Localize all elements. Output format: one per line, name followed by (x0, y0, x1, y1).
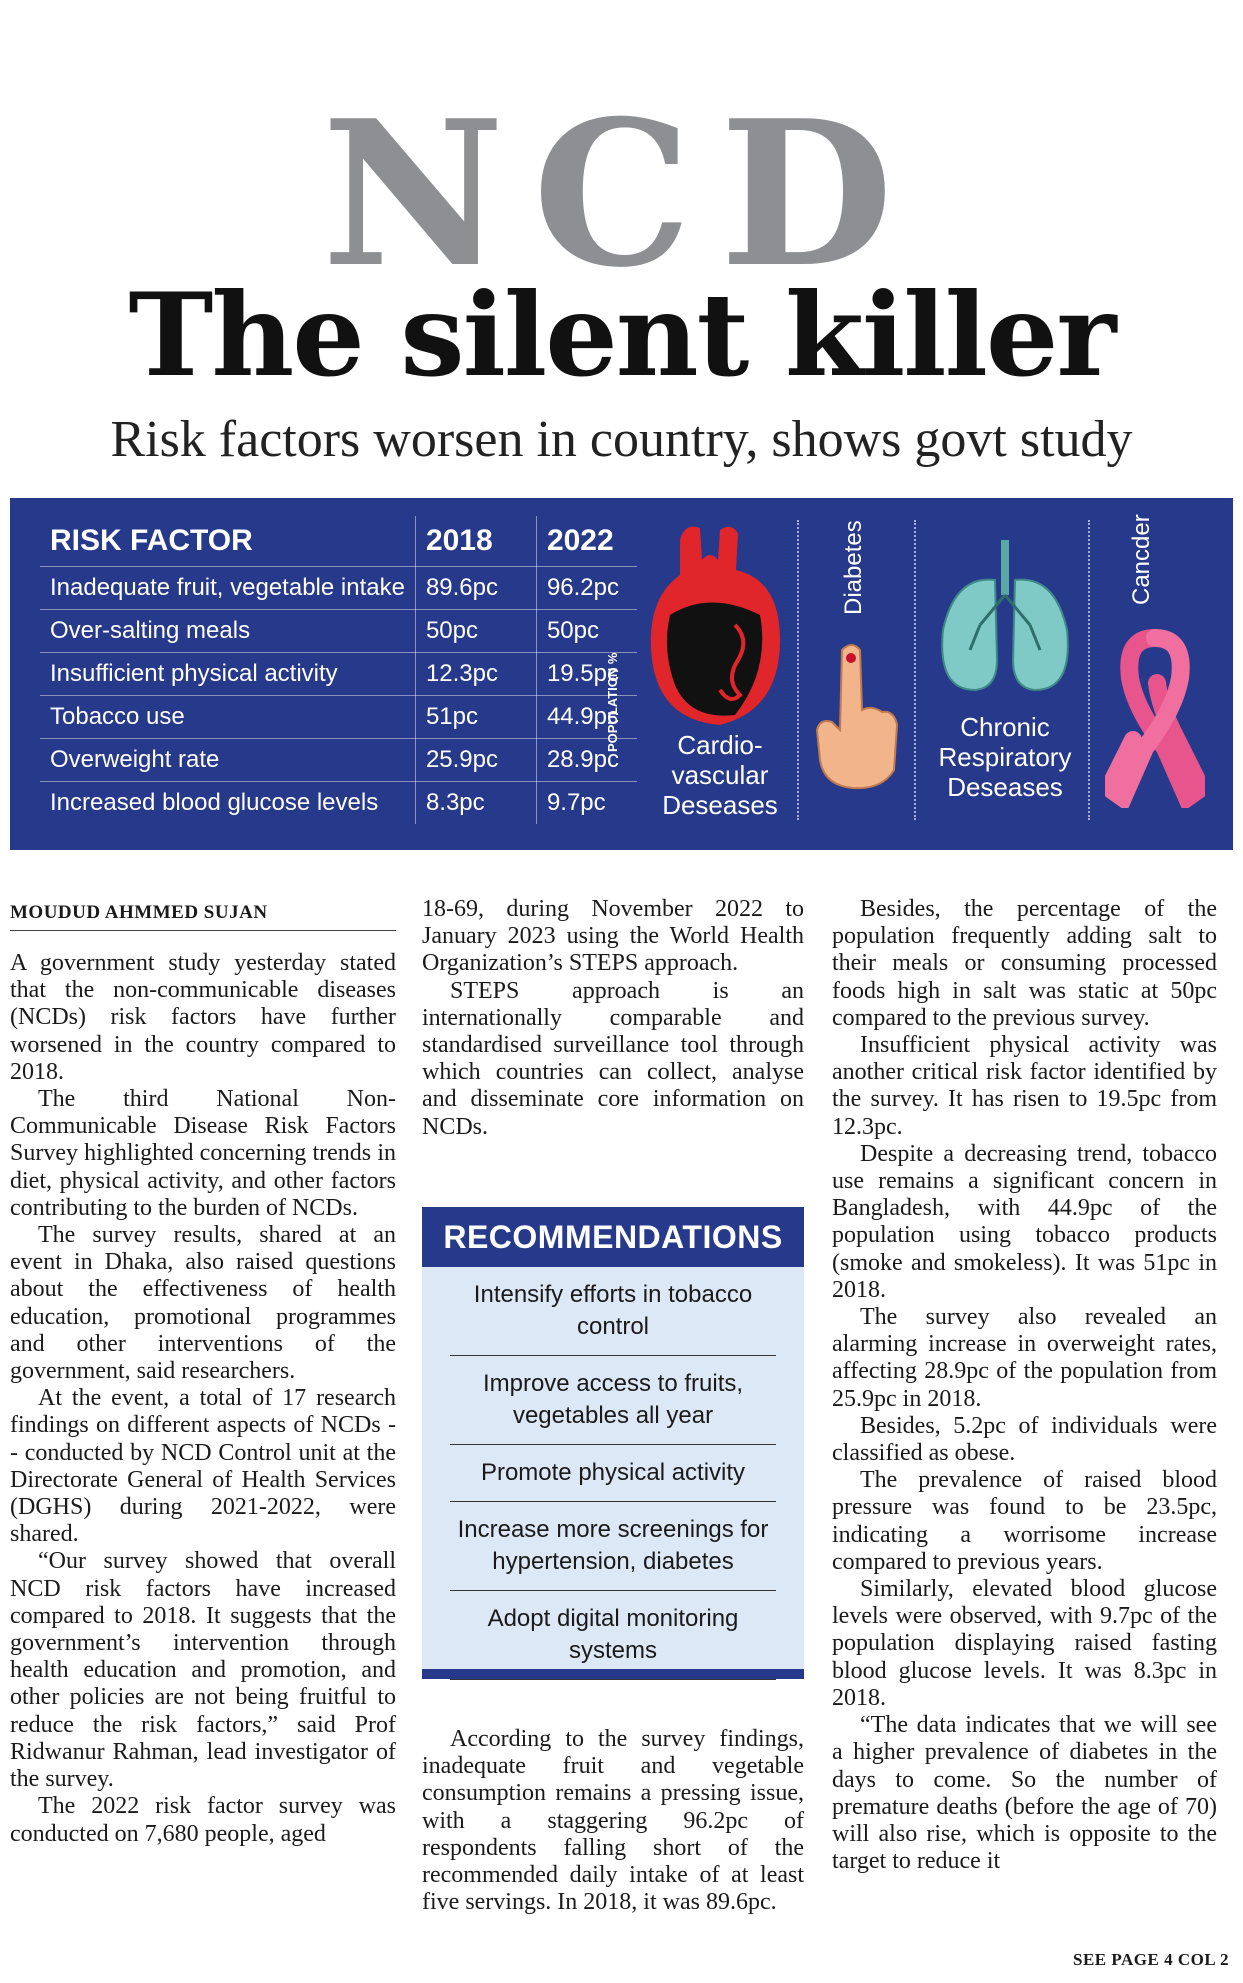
table-row (40, 696, 637, 739)
table-header-row (40, 516, 637, 567)
recommendation-item: Adopt digital monitoring systems (450, 1591, 776, 1680)
finger-prick-icon (812, 640, 902, 790)
recommendation-item: Intensify efforts in tobacco control (450, 1267, 776, 1356)
column-header: RISK FACTOR (40, 516, 415, 567)
table-row (40, 653, 637, 696)
disease-label-respiratory: Chronic Respiratory Deseases (938, 712, 1072, 802)
table-cell: 44.9pc (536, 696, 637, 739)
table-cell: 28.9pc (536, 739, 637, 782)
table-cell: 8.3pc (415, 782, 536, 825)
population-axis-label: POPULATION % (605, 652, 620, 752)
recommendation-item: Promote physical activity (450, 1445, 776, 1502)
table-row (40, 739, 637, 782)
column-header: 2018 (415, 516, 536, 567)
paragraph: At the event, a total of 17 research findings on different aspects of NCDs -- conducted by NCD Control unit at the Directorate General of Health Services (DGHS) during 2021-2022, were shared. (10, 1385, 396, 1548)
paragraph: Despite a decreasing trend, tobacco use remains a significant concern in Bangladesh, with 44.9pc of the population using tobacco products (smoke and smokeless). It was 51pc in 2018. (832, 1140, 1217, 1303)
paragraph: Insufficient physical activity was another critical risk factor identified by the survey. It has risen to 19.5pc from 12.3pc. (832, 1032, 1217, 1140)
table-cell: Increased blood glucose levels (40, 782, 415, 825)
table-cell: 50pc (415, 610, 536, 653)
article-column-1 (10, 950, 396, 1848)
paragraph: 18-69, during November 2022 to January 2023 using the World Health Organization’s STEPS approach. (422, 896, 804, 977)
divider (797, 520, 799, 820)
disease-label-cardio: Cardio- vascular Deseases (662, 730, 778, 820)
recommendations-box (422, 1207, 804, 1679)
table-cell: 51pc (415, 696, 536, 739)
paragraph: STEPS approach is an internationally comparable and standardised surveillance tool through which countries can collect, analyse and disseminate core information on NCDs. (422, 977, 804, 1140)
table-cell: 89.6pc (415, 567, 536, 610)
risk-factor-table (40, 516, 637, 824)
table-cell: 25.9pc (415, 739, 536, 782)
recommendation-item: Improve access to fruits, vegetables all year (450, 1356, 776, 1445)
table-cell: Tobacco use (40, 696, 415, 739)
table-cell: 9.7pc (546, 789, 606, 816)
jump-reference: SEE PAGE 4 COL 2 (1073, 1950, 1229, 1969)
headline: The silent killer (128, 268, 1115, 402)
table-cell: 96.2pc (536, 567, 637, 610)
paragraph: “Our survey showed that overall NCD risk factors have increased compared to 2018. It suggests that the government’s intervention through health education and promotion, and other policies are not being fruitful to reduce the risk factors,” said Prof Ridwanur Rahman, lead investigator of the survey. (10, 1548, 396, 1793)
byline: MOUDUD AHMMED SUJAN (10, 902, 268, 923)
paragraph: Besides, the percentage of the population frequently adding salt to their meals or consuming processed foods high in salt was static at 50pc compared to the previous survey. (832, 896, 1217, 1031)
cancer-ribbon-icon (1105, 628, 1205, 808)
paragraph: The prevalence of raised blood pressure was found to be 23.5pc, indicating a worrisome increase compared to previous years. (832, 1467, 1217, 1575)
kicker-title: NCD (321, 77, 922, 312)
subheadline: Risk factors worsen in country, shows govt study (110, 411, 1133, 468)
paragraph: Similarly, elevated blood glucose levels were observed, with 9.7pc of the population displaying raised fasting blood glucose levels. It was 8.3pc in 2018. (832, 1576, 1217, 1711)
table-cell: 50pc (536, 610, 637, 653)
heart-icon (640, 520, 790, 730)
table-row (40, 567, 637, 610)
table-cell: 19.5pc (536, 653, 637, 696)
paragraph: A government study yesterday stated that the non-communicable diseases (NCDs) risk factors have further worsened in the country compared to 2018. (10, 950, 396, 1085)
paragraph: The survey also revealed an alarming increase in overweight rates, affecting 28.9pc of the population from 25.9pc in 2018. (832, 1304, 1217, 1412)
table-cell: Insufficient physical activity (40, 653, 415, 696)
table-row (40, 782, 637, 825)
table-cell: Inadequate fruit, vegetable intake (40, 567, 415, 610)
table-cell: Over-salting meals (40, 610, 415, 653)
disease-label-diabetes: Diabetes (840, 520, 867, 615)
divider (1088, 520, 1090, 820)
recommendations-footer-bar (422, 1669, 804, 1679)
paragraph: Besides, 5.2pc of individuals were classified as obese. (832, 1412, 1217, 1467)
lungs-icon (935, 540, 1075, 700)
divider (914, 520, 916, 820)
paragraph: According to the survey findings, inadequate fruit and vegetable consumption remains a pressing issue, with a staggering 96.2pc of respondents falling short of the recommended daily intake of at least five servings. In 2018, it was 89.6pc. (422, 1726, 804, 1916)
table-cell: 12.3pc (415, 653, 536, 696)
article-column-2-top (422, 896, 804, 1141)
paragraph: “The data indicates that we will see a higher prevalence of diabetes in the days to come. So the number of premature deaths (before the age of 70) will also rise, which is opposite to the target to reduce it (832, 1712, 1217, 1875)
article-column-2-bottom (422, 1726, 804, 1916)
recommendations-title: RECOMMENDATIONS (422, 1207, 804, 1267)
paragraph: The survey results, shared at an event in Dhaka, also raised questions about the effectiveness of health education, promotional programmes and other interventions of the government, said researchers. (10, 1222, 396, 1385)
byline-rule (10, 930, 396, 931)
disease-label-cancer: Cancder (1128, 514, 1155, 605)
paragraph: The third National Non-Communicable Disease Risk Factors Survey highlighted concerning trends in diet, physical activity, and other factors contributing to the burden of NCDs. (10, 1086, 396, 1221)
paragraph: The 2022 risk factor survey was conducted on 7,680 people, aged (10, 1793, 396, 1847)
table-row (40, 610, 637, 653)
recommendation-item: Increase more screenings for hypertension, diabetes (450, 1502, 776, 1591)
table-cell: Overweight rate (40, 739, 415, 782)
column-header: 2022 (536, 516, 637, 567)
article-column-3 (832, 896, 1217, 1875)
